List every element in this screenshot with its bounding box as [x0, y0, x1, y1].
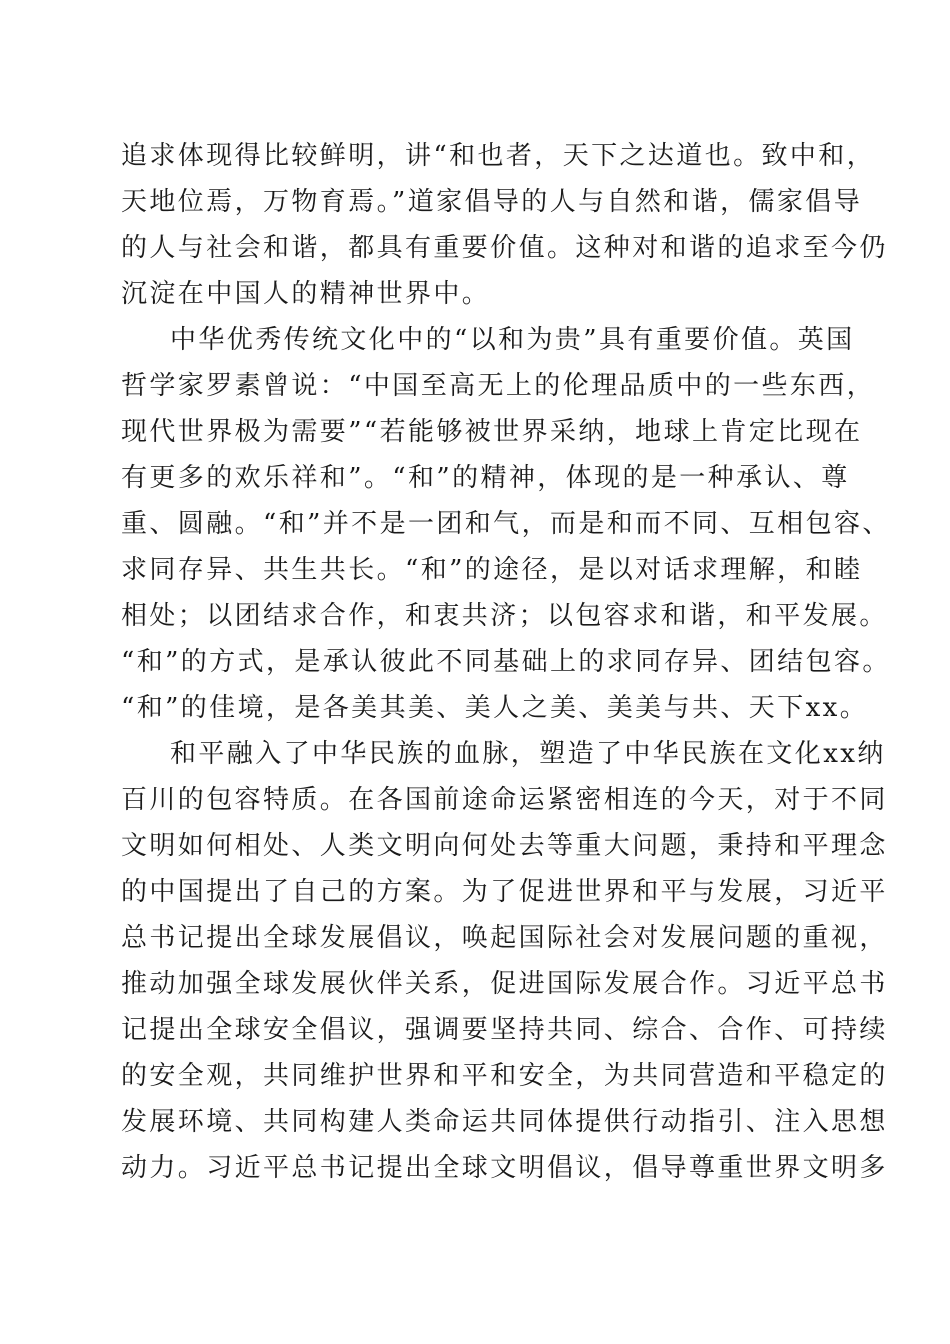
paragraph-start-line: 中华优秀传统文化中的“以和为贵”具有重要价值。英国: [170, 325, 855, 355]
text-line: 发展环境、共同构建人类命运共同体提供行动指引、注入思想: [121, 1107, 888, 1137]
text-line: 的安全观，共同维护世界和平和安全，为共同营造和平稳定的: [121, 1061, 888, 1091]
paragraph-start-line: 和平融入了中华民族的血脉，塑造了中华民族在文化xx纳: [170, 739, 886, 769]
text-line: 推动加强全球发展伙伴关系，促进国际发展合作。习近平总书: [121, 969, 888, 999]
text-line: 记提出全球安全倡议，强调要坚持共同、综合、合作、可持续: [121, 1015, 888, 1045]
text-line: 有更多的欢乐祥和”。“和”的精神，体现的是一种承认、尊: [121, 463, 850, 493]
text-line: 的中国提出了自己的方案。为了促进世界和平与发展，习近平: [121, 877, 888, 907]
text-line: 的人与社会和谐，都具有重要价值。这种对和谐的追求至今仍: [121, 233, 888, 263]
text-line: 总书记提出全球发展倡议，唤起国际社会对发展问题的重视，: [121, 923, 888, 953]
text-line: 天地位焉，万物育焉。”道家倡导的人与自然和谐，儒家倡导: [121, 187, 863, 217]
text-line: 沉淀在中国人的精神世界中。: [121, 279, 491, 309]
text-line: 动力。习近平总书记提出全球文明倡议，倡导尊重世界文明多: [121, 1153, 888, 1183]
text-line: 哲学家罗素曾说：“中国至高无上的伦理品质中的一些东西，: [121, 371, 876, 401]
text-line: 相处；以团结求合作，和衷共济；以包容求和谐，和平发展。: [121, 601, 888, 631]
text-line: 重、圆融。“和”并不是一团和气，而是和而不同、互相包容、: [121, 509, 891, 539]
text-line: 追求体现得比较鲜明，讲“和也者，天下之达道也。致中和，: [121, 141, 876, 171]
text-line: 现代世界极为需要”“若能够被世界采纳，地球上肯定比现在: [121, 417, 863, 447]
text-line: 百川的包容特质。在各国前途命运紧密相连的今天，对于不同: [121, 785, 888, 815]
text-line: “和”的方式，是承认彼此不同基础上的求同存异、团结包容。: [121, 647, 891, 677]
text-line: “和”的佳境，是各美其美、美人之美、美美与共、天下xx。: [121, 693, 869, 723]
text-line: 求同存异、共生共长。“和”的途径，是以对话求理解，和睦: [121, 555, 863, 585]
text-line: 文明如何相处、人类文明向何处去等重大问题，秉持和平理念: [121, 831, 888, 861]
